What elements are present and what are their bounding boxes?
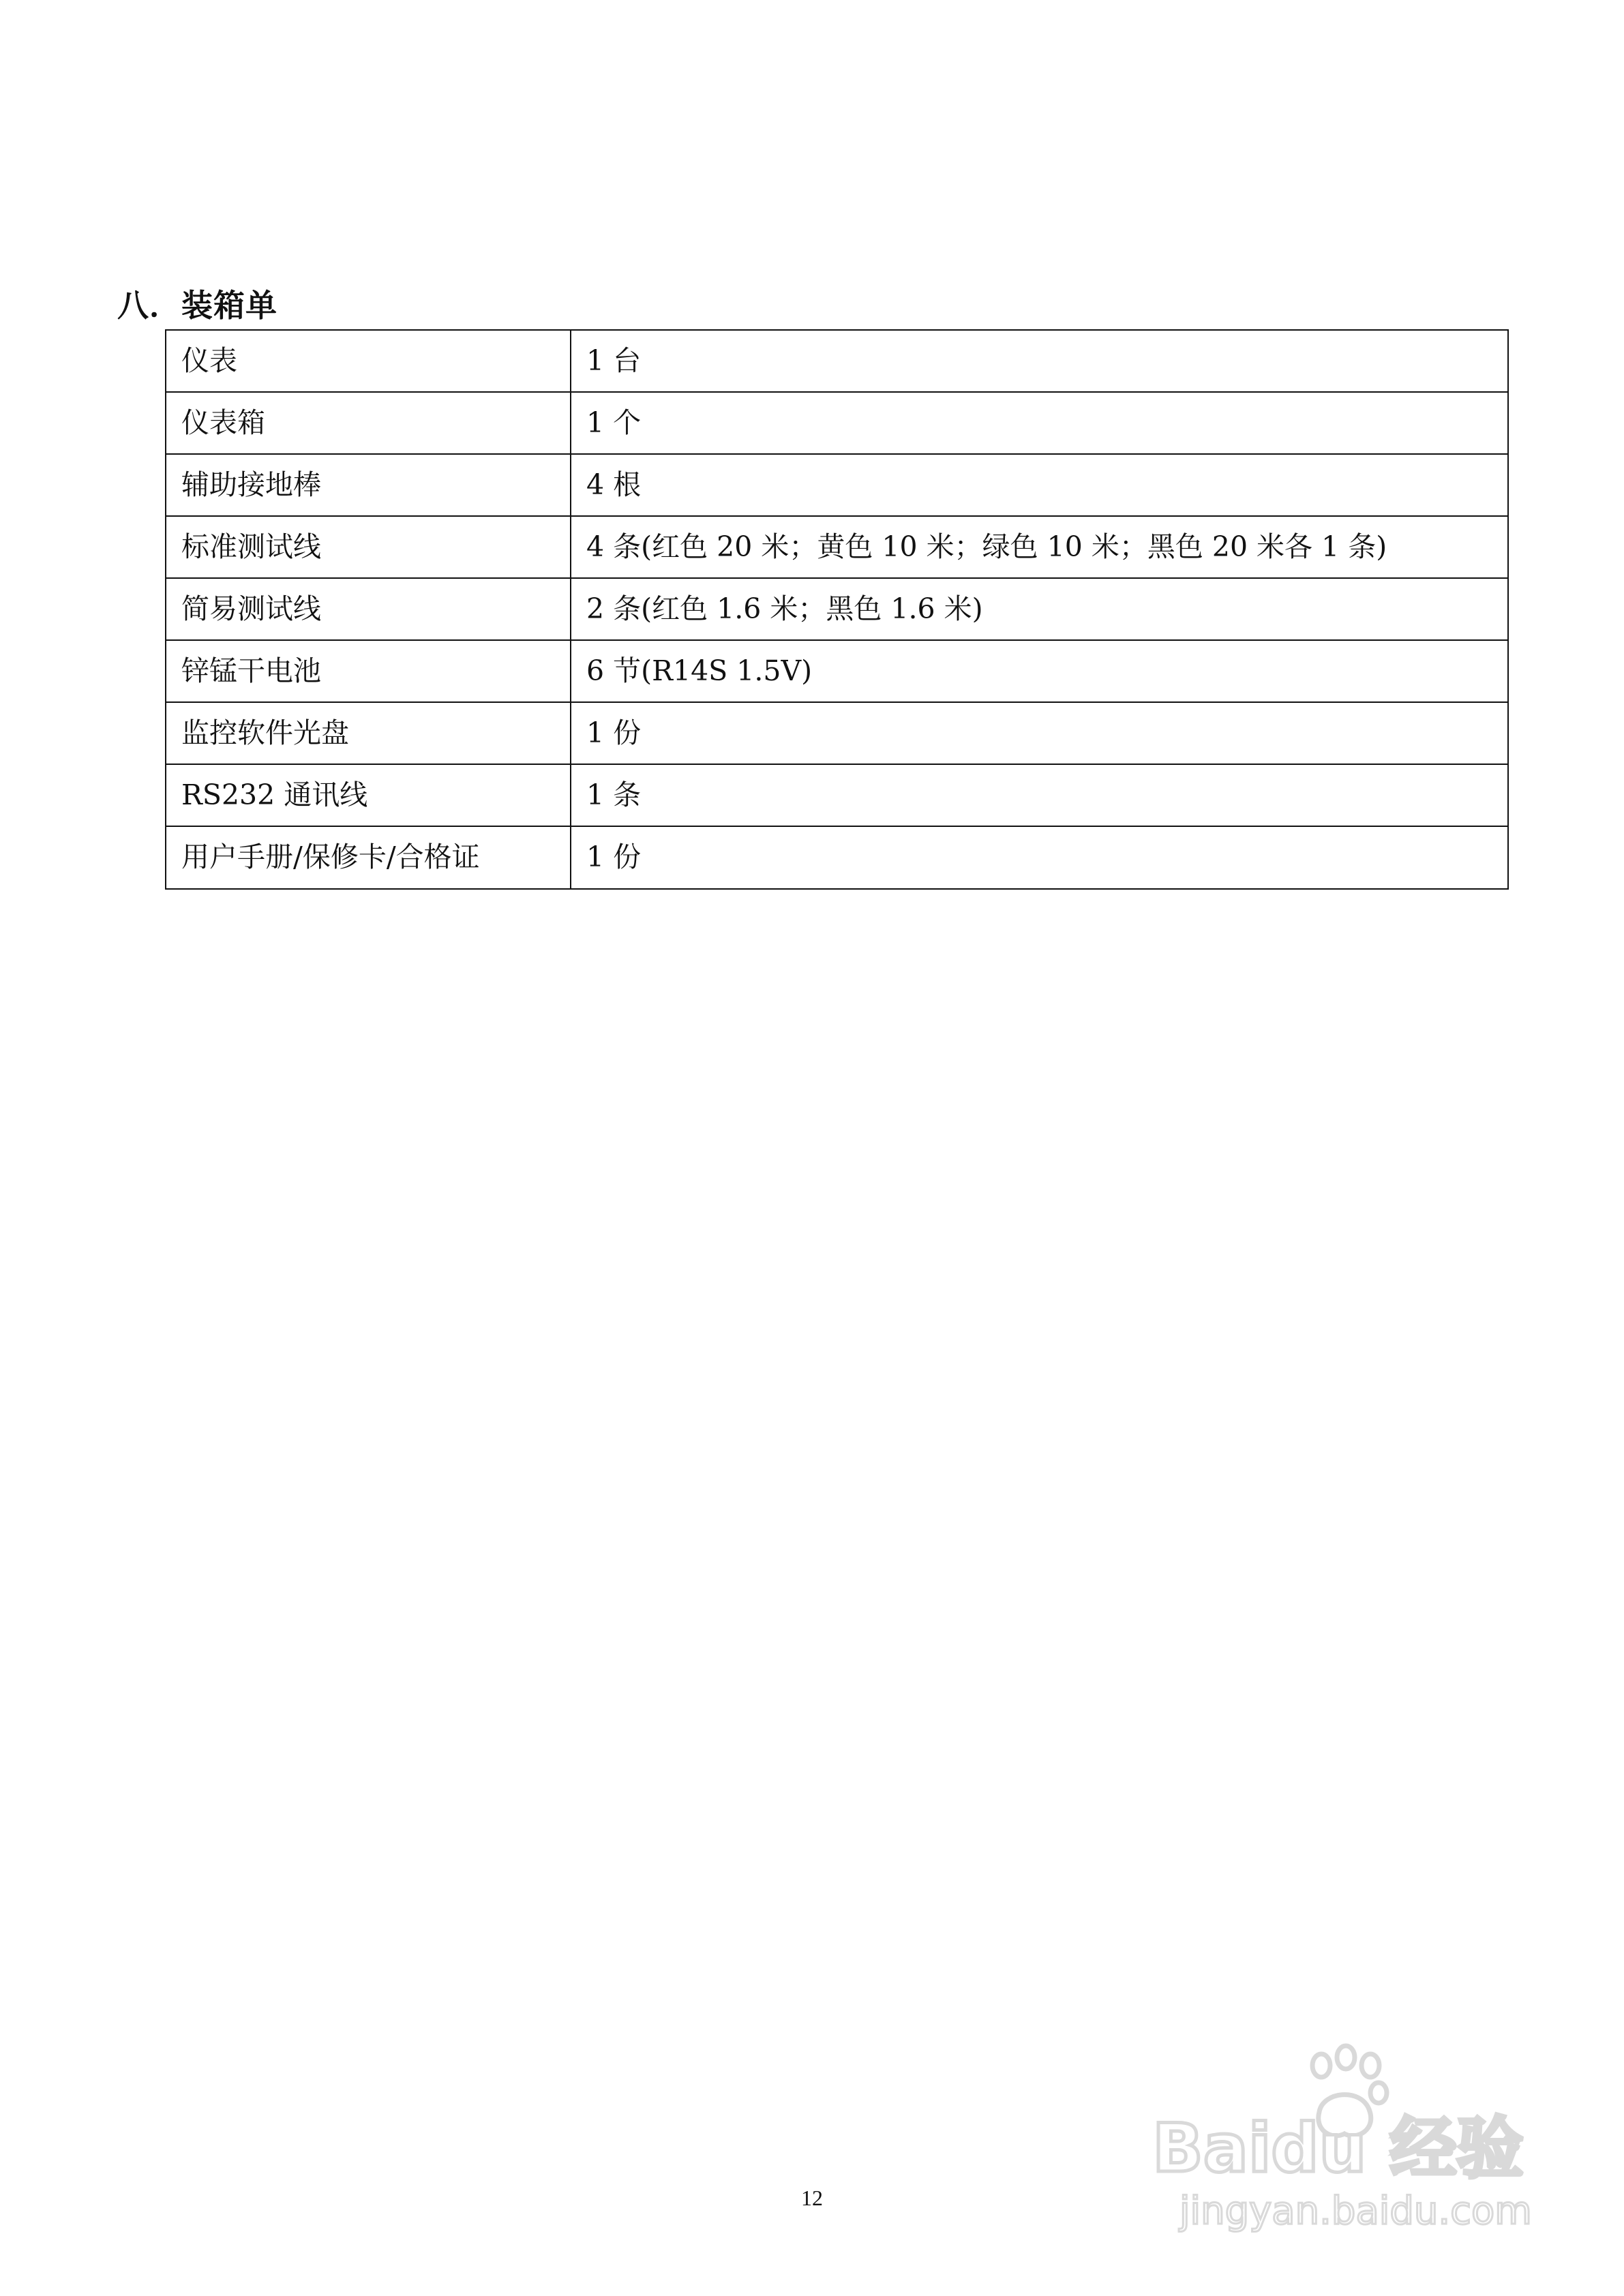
- page-number: 12: [801, 2186, 823, 2210]
- item-cell: 监控软件光盘: [166, 702, 571, 764]
- table-row: [166, 826, 1508, 889]
- quantity-cell: 1 份: [571, 702, 1508, 764]
- item-cell: 仪表: [166, 330, 571, 392]
- section-heading: 八．装箱单: [117, 287, 277, 324]
- table-row: [166, 454, 1508, 516]
- packing-list-table: [165, 329, 1509, 890]
- item-cell: 锌锰干电池: [166, 640, 571, 702]
- watermark-brand-text: Baidu 经验: [1152, 2110, 1524, 2188]
- item-cell: RS232 通讯线: [166, 764, 571, 826]
- table-row: [166, 392, 1508, 454]
- watermark-url-text: jingyan.baidu.com: [1179, 2189, 1532, 2233]
- item-cell: 用户手册/保修卡/合格证: [166, 826, 571, 889]
- quantity-cell: 6 节(R14S 1.5V): [571, 640, 1508, 702]
- quantity-cell: 1 份: [571, 826, 1508, 889]
- quantity-cell: 1 条: [571, 764, 1508, 826]
- table-row: [166, 330, 1508, 392]
- table-row: [166, 764, 1508, 826]
- quantity-cell: 2 条(红色 1.6 米；黑色 1.6 米): [571, 578, 1508, 640]
- quantity-cell: 1 台: [571, 330, 1508, 392]
- quantity-cell: 1 个: [571, 392, 1508, 454]
- table-row: [166, 578, 1508, 640]
- table-row: [166, 640, 1508, 702]
- quantity-cell: 4 条(红色 20 米；黄色 10 米；绿色 10 米；黑色 20 米各 1 条): [571, 516, 1508, 578]
- item-cell: 仪表箱: [166, 392, 571, 454]
- item-cell: 简易测试线: [166, 578, 571, 640]
- table-row: [166, 516, 1508, 578]
- baidu-jingyan-watermark: [1152, 2038, 1534, 2236]
- item-cell: 辅助接地棒: [166, 454, 571, 516]
- table-row: [166, 702, 1508, 764]
- quantity-cell: 4 根: [571, 454, 1508, 516]
- item-cell: 标准测试线: [166, 516, 571, 578]
